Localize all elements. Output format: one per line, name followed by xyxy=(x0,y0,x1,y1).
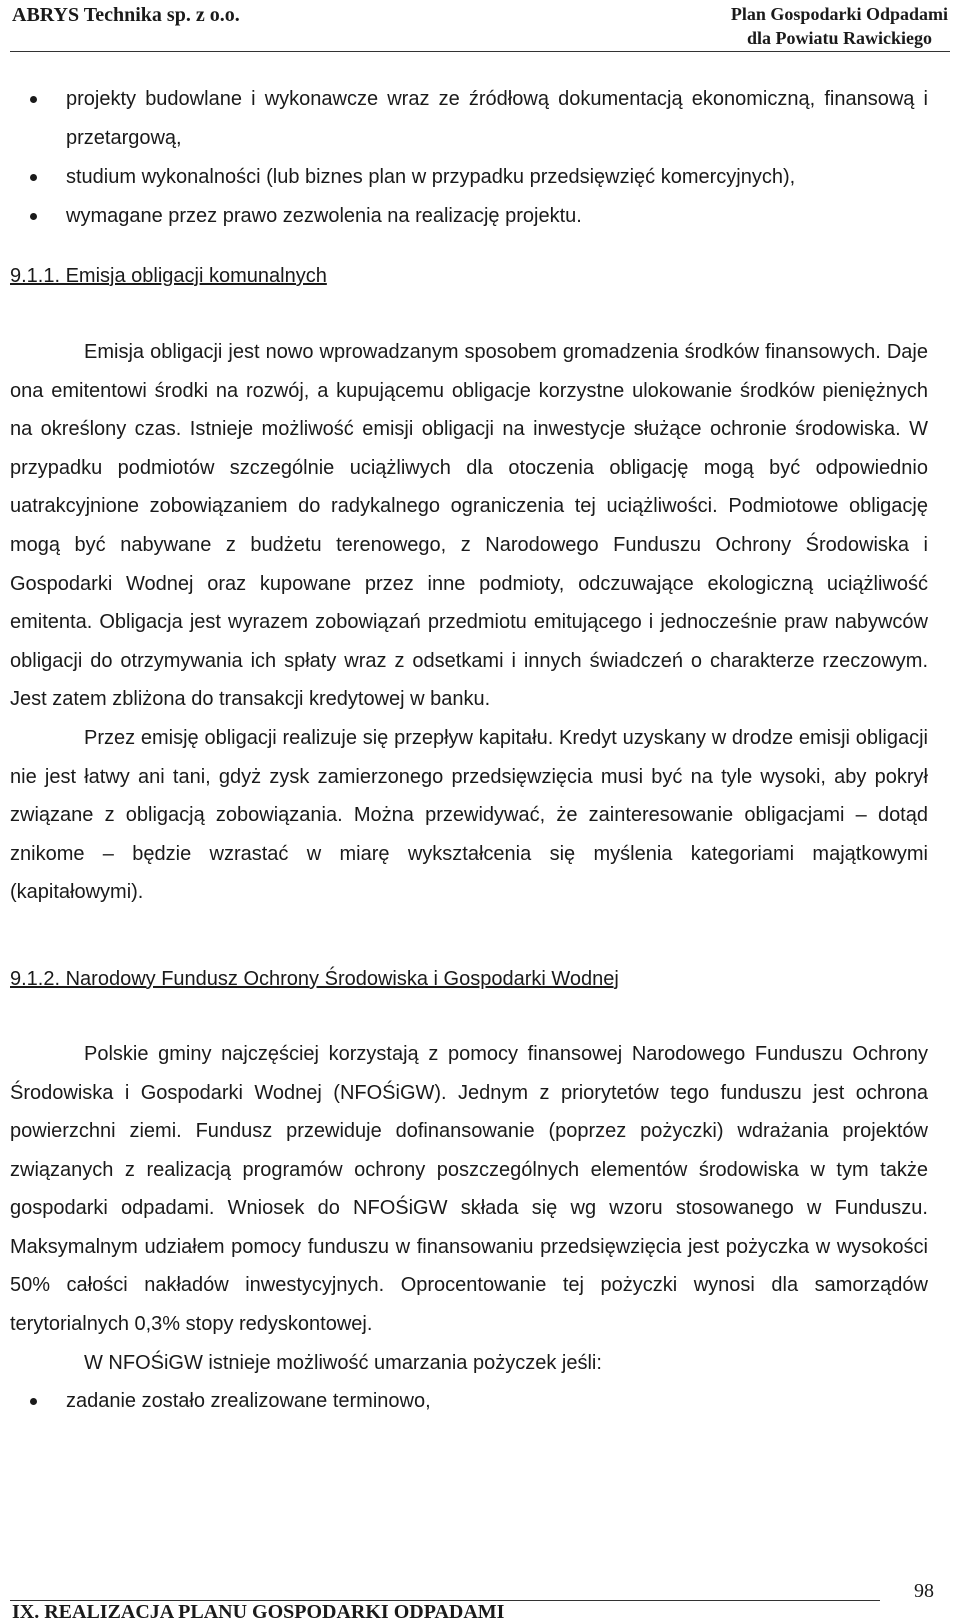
page-body xyxy=(10,80,928,1421)
header-title-line-1: Plan Gospodarki Odpadami xyxy=(730,4,948,24)
list-item: studium wykonalności (lub biznes plan w przypadku przedsięwzięć komercyjnych), xyxy=(10,158,928,197)
page-number: 98 xyxy=(914,1580,934,1602)
list-item: projekty budowlane i wykonawcze wraz ze źródłową dokumentacją ekonomiczną, finansową i przetargową, xyxy=(10,80,928,158)
requirements-list xyxy=(10,80,928,236)
header-divider xyxy=(10,51,950,52)
list-item: zadanie zostało zrealizowane terminowo, xyxy=(10,1382,928,1421)
header-document-title xyxy=(731,2,948,50)
header-title-line-2: dla Powiatu Rawickiego xyxy=(746,28,932,48)
section-heading-nfosigw: 9.1.2. Narodowy Fundusz Ochrony Środowiska i Gospodarki Wodnej xyxy=(10,967,619,990)
section-heading-bonds: 9.1.1. Emisja obligacji komunalnych xyxy=(10,265,327,287)
footer-chapter-title: IX. REALIZACJA PLANU GOSPODARKI ODPADAMI xyxy=(12,1601,505,1623)
list-item: wymagane przez prawo zezwolenia na realizację projektu. xyxy=(10,197,928,236)
paragraph: Polskie gminy najczęściej korzystają z pomocy finansowej Narodowego Funduszu Ochrony Środowiska i Gospodarki Wodnej (NFOŚiGW). Jednym z priorytetów tego funduszu jest ochrona powierzchni ziemi. Fundusz przewiduje dofinansowanie (poprzez pożyczki) wdrażania projektów związanych z realizacją programów ochrony poszczególnych elementów środowiska w tym także gospodarki odpadami. Wniosek do NFOŚiGW składa się wg wzoru stosowanego w Funduszu. Maksymalnym udziałem pomocy funduszu w finansowaniu przedsięwzięcia jest pożyczka w wysokości 50% całości nakładów inwestycyjnych. Oprocentowanie tej pożyczki wynosi dla samorządów terytorialnych 0,3% stopy redyskontowej. xyxy=(10,1042,928,1336)
paragraph: Emisja obligacji jest nowo wprowadzanym sposobem gromadzenia środków finansowych. Daje ona emitentowi środki na rozwój, a kupującemu obligacje korzystne ulokowanie środków pieniężnych na określony czas. Istnieje możliwość emisji obligacji na inwestycje służące ochronie środowiska. W przypadku podmiotów szczególnie uciążliwych dla otoczenia obligację mogą być odpowiednio uatrakcyjnione zobowiązaniem do radykalnego ograniczenia tej uciążliwości. Podmiotowe obligację mogą być nabywane z budżetu terenowego, z Narodowego Funduszu Ochrony Środowiska i Gospodarki Wodnej oraz kupowane przez inne podmioty, odczuwające ekologiczną uciążliwość emitenta. Obligacja jest wyrazem zobowiązań przedmiotu emitującego i jednocześnie praw nabywców obligacji do otrzymywania ich spłaty wraz z odsetkami i innych świadczeń o charakterze rzeczowym. Jest zatem zbliżona do transakcji kredytowej w banku. xyxy=(10,341,928,711)
conditions-list xyxy=(10,1382,928,1421)
paragraph: Przez emisję obligacji realizuje się przepływ kapitału. Kredyt uzyskany w drodze emisji obligacji nie jest łatwy ani tani, gdyż zysk zamierzonego przedsięwzięcia musi być na tyle wysoki, aby pokrył związane z obligacją zobowiązania. Można przewidywać, że zainteresowanie obligacjami – dotąd znikome – będzie wzrastać w miarę wykształcenia się myślenia kategoriami majątkowymi (kapitałowymi). xyxy=(10,726,928,904)
paragraph: W NFOŚiGW istnieje możliwość umarzania pożyczek jeśli: xyxy=(84,1351,602,1374)
header-company: ABRYS Technika sp. z o.o. xyxy=(12,4,240,26)
